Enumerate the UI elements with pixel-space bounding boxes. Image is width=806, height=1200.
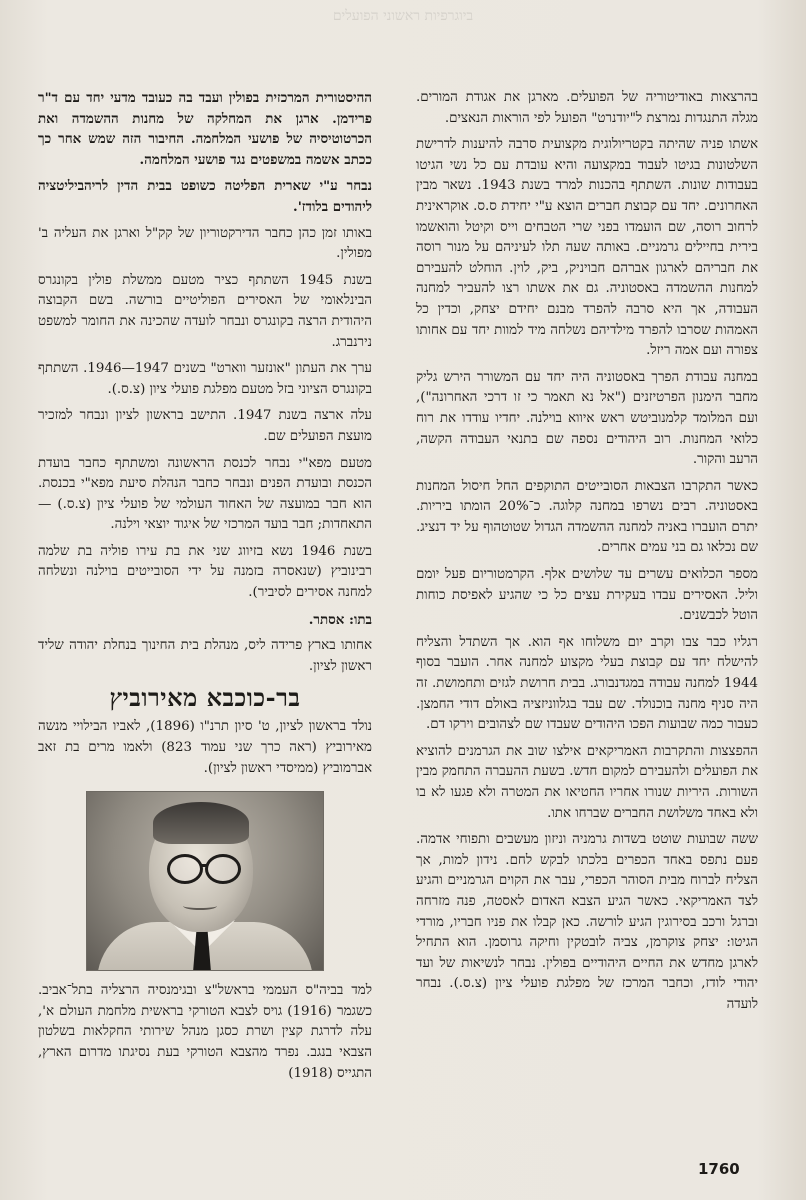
biography-text: למד בביה"ס העממי בראשל"צ ובגימנסיה הרצליה בתל־אביב. כשגמר (1916) גויס לצבא הטורקי בראשית מלחמת העולם א', עלה לדרגת קצין ושרת כסגן מנהל שירותי החקלאות בשלטון הצבאי בנגב. נפרד מהצבא הטורקי בעת נסיגתו מדרום הארץ, התגייס (1918)	[38, 983, 372, 1081]
paragraph: בהרצאות באודיטוריה של הפועלים. מארגן את אגודת המורים. מגלה התנגדות נמרצת ל"יודנרט" הפועל לפי הוראות הנאצים.	[416, 90, 758, 126]
paragraph: ששה שבועות שוטט בשדות גרמניה וניזון מעשבים ותפוחי אדמה. פעם נתפס באחד הכפרים בלכתו לבקש לחם. נידון למות, אך הצליח לברוח מבית הסוהר הכפרי, עבר את הקוים הגרמניים והגיע לצד האמריקאי. כאשר הגיע הצבא האדום לאסטה, פנה מזרחה וברגל ורכב בסירוגין הגיע לורשה. כאן קבלו את פניו חבריו, מורדי הגיטו: יצחק צוקרמן, צביה לובטקין וחיקה גרוסמן. הוא התחיל לארגן מחדש את החיים היהודיים בפולין. נבחר לנשיאות של ועד יהודי לודז, וכחבר המרכז של מפלגת פועלי ציון (צ.ס.). נבחר לועדה	[416, 832, 758, 1012]
paragraph: עלה ארצה בשנת 1947. התישב בראשון לציון ונבחר למזכיר מועצת הפועלים שם.	[38, 408, 372, 444]
paragraph: במחנה עבודת הפרך באסטוניה היה יחד עם המשורר הירש גליק מחבר הימנון הפרטיזנים ("אל נא תאמר כי זו דרכי האחרונה"), ועם המלומד קלמנוביטש ראש איווא בוילנה. יחדיו עודדו את רוח כלואי המחנות. רוב היהודים נספה שם בתנאי העבודה הקשה, הרעב והקור.	[416, 369, 758, 468]
page-number: 1760	[698, 1160, 740, 1178]
paragraph: כאשר התקרבו הצבאות הסובייטים התוקפים החל חיסול המחנות באסטוניה. רבים נשרפו במחנה קלוגה. כ־20% הומתו ביריות. יתרם הועברו באניה למחנה ההשמדה הגדול שטוטהוף על יד דנציג. שם נכלאו גם בני עמים אחרים.	[416, 478, 758, 556]
paragraph: אשתו פניה שהיתה בקטריולוגית מקצועית סרבה להיענות לדרישת השלטונות בגיטו לעבוד במקצועה והיא עובדת עם כל נשי הגיטו בעבודות שונות. השתתף בהכנות למרד בשנת 1943. נשאר מבין האחרונים. יחד עם קבוצת חברים הוצא ע"י יחידת ס.ס. אוקראינית לרחוב רוסה, שם הועמדו בפני שרי הטבחים וייס וקיטל והואשמו בירית בחיילים גרמניים. באותה שעה תלו לעיניהם על מנור רוסה את חבריהם לארגון אברהם חבויניק, ביק, לוין. הוחלט להעבירם למחנות ההשמדה באסטוניה. גם את אשתו רצו להעביר למחנה העבודה, אך היא סרבה להפרד מבנם יחידם יצחק, וכדין כל האמהות שסרבו להפרד מילדיהם נשלחה מיד למוות יחד עם אחותו צפורה ועם אמה ריזל.	[416, 137, 758, 359]
paragraph: ערך את העתון "אונזער ווארט" בשנים 1947—1946. השתתף בקונגרס הציוני בזל מטעם מפלגת פועלי ציון (צ.ס.).	[38, 361, 373, 397]
paragraph: נבחר ע"י שארית הפליטה כשופט בבית הדין לריהביליטציה ליהודים בלודז'.	[38, 178, 372, 215]
paragraph: מטעם מפא"י נבחר לכנסת הראשונה ומשתתף כחבר בועדת הכנסת ובועדת הפנים ונבחר כחבר הנהלת סיעת מפא"י בכנסת. הוא חבר במועצה של האחוד העולמי של פועלי ציון (צ.ס.) — התאחדות; חבר בועד המרכזי של איגוד יוצאי וילנה.	[38, 455, 372, 533]
paragraph: ההיסטורית המרכזית בפולין ועבד בה כעובד מדעי יחד עם ד"ר פרידמן. ארגן את המחלקה של מחנות ההשמדה ואת הכרטוטיסיה של פושעי המלחמה. החיבור הזה שמש אחר כך ככתב אשמה במשפטים נגד פושעי המלחמה.	[38, 90, 372, 168]
paragraph: ההפצצות והתקרבות האמריקאים אילצו שוב את הגרמנים להוציא את הפועלים ולהעבירם למקום חדש. בשעת ההעברה התחמק מבין השורות. היריות שנורו אחריו החטיאו את המטרה ולא פגעו לא בו ולא באחד משלושת החברים שברחו אתו.	[416, 743, 758, 821]
paragraph: באותו זמן כהן כחבר הדירקטוריון של קק"ל וארגן את העליה ב' מפולין.	[38, 225, 372, 262]
portrait-photo	[86, 791, 324, 971]
paragraph: מספר הכלואים עשרים עד שלושים אלף. הקרמטוריום פעל יומם וליל. האסירים עבדו בעקירת עצים כל כי שהגיע לאפיסת כוחות הוטל לכבשנים.	[416, 567, 758, 624]
paragraph: אחותו בארץ פרידה ליס, מנהלת בית החינוך בנחלת יהודה שליד ראשון לציון.	[38, 638, 372, 674]
portrait-hair	[153, 802, 249, 844]
paragraph: בשנת 1945 השתתף כציר מטעם ממשלת פולין בקונגרס הבינלאומי של האסירים הפוליטיים בורשה. בשם הקבוצה היהודית הרצה בקונגרס ונבחר לועדה שהכינה את החומר למשפט נירנברג.	[38, 272, 372, 350]
left-column	[38, 88, 372, 1090]
paragraph: בתו: אסתר.	[308, 611, 372, 628]
right-column	[416, 88, 758, 1022]
biography-intro: נולד בראשון לציון, ט' סיון תרנ"ו (1896), לאביו הבילויי מנשה מאירוביץ (ראה כרך שני עמוד 823) ולאמו מרים בת זאב אברמוביץ (ממיסדי ראשון לציון).	[38, 719, 372, 776]
biography-heading: בר-כוכבא מאירוביץ	[109, 683, 301, 713]
portrait-glasses-bridge	[200, 864, 208, 867]
paragraph: בשנת 1946 נשא בזיווג שני את בת עירו פוליה בת שלמה רבינוביץ (שנאסרה בזמנה על ידי הסובייטים בוילנה ונשלחה למחנה אסירים לסיביר).	[38, 543, 372, 601]
bleed-through-text: ביוגרפיות ראשוני הפועלים	[332, 8, 474, 24]
paragraph: רגליו כבר צבו וקרב יום משלוחו אף הוא. אך השתדל והצליח להישלח יחד עם קבוצת בעלי מקצוע למחנה אחר. הועבר בסוף 1944 למחנה עבודה במגדנבורג. בבית חרושת לגזים ותחמושת. זה היה סניף מחנה בוכנולד. שם עבד בגלווניזציה באולם דודי החמצן. כעבור כמה שבועות הפכו היהודים שעבדו שם לצהובים וירקו דם.	[416, 634, 758, 733]
